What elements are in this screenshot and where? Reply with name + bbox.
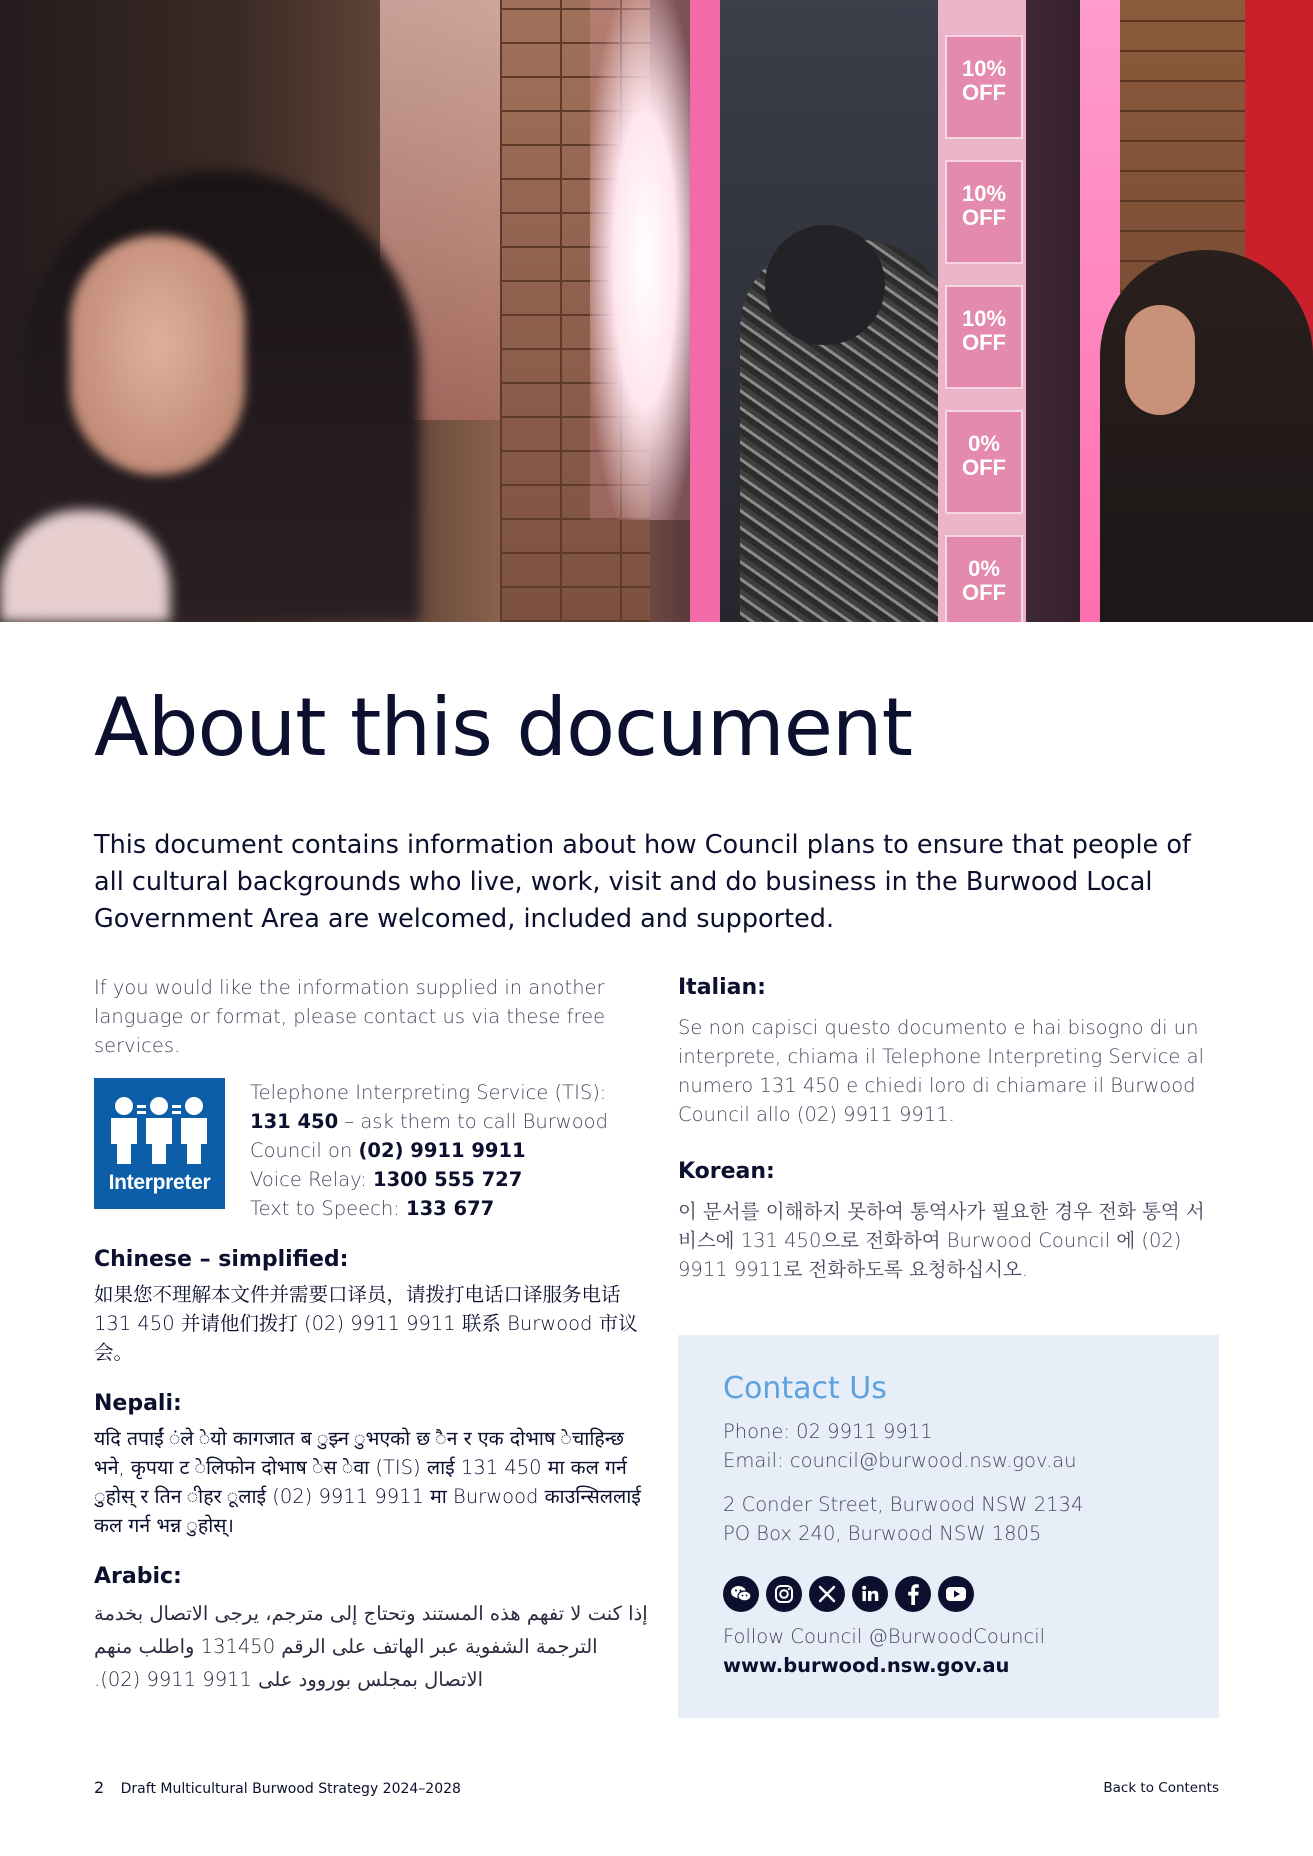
language-body: 如果您不理解本文件并需要口译员，请拨打电话口译服务电话 131 450 并请他们拨打 (02) 9911 9911 联系 Burwood 市议会。 <box>94 1283 638 1364</box>
instagram-icon[interactable] <box>766 1576 802 1612</box>
text-to-speech-number: 133 677 <box>406 1197 495 1220</box>
intro-paragraph: This document contains information about how Council plans to ensure that people of all cultural backgrounds who live, work, visit and do business in the Burwood Local Government Area are welcomed, included and supported. <box>94 830 1191 934</box>
council-phone: (02) 9911 9911 <box>358 1139 526 1162</box>
language-heading: Italian: <box>678 975 766 1000</box>
left-column <box>94 973 654 1696</box>
interpreter-service-block <box>94 1078 654 1223</box>
interpreter-people-icon <box>106 1096 213 1166</box>
right-column <box>678 973 1218 1284</box>
contact-street-address: 2 Conder Street, Burwood NSW 2134 <box>723 1493 1084 1516</box>
interpreter-logo-text: Interpreter <box>108 1171 211 1194</box>
linkedin-icon[interactable] <box>852 1576 888 1612</box>
hero-photo: 10% OFF 10% OFF 10% OFF 0% OFF 0% OFF <box>0 0 1313 622</box>
language-chinese <box>94 1245 654 1367</box>
website-link[interactable]: www.burwood.nsw.gov.au <box>723 1654 1010 1677</box>
voice-relay-number: 1300 555 727 <box>373 1168 523 1191</box>
language-body: यदि तपाईं ंले ेयो कागजात ब ुझ्न ुभएको छ ैन र एक दोभाष ेचाहिन्छ भने, कृपया ट ेलिफोन दोभाष ेस ेवा (TIS) लाई 131 450 मा कल गर्न ुहोस् र तिन ीहर ूलाई (02) 9911 9911 मा Burwood काउन्सिललाई कल गर्न भन्न ुहोस्। <box>94 1427 641 1537</box>
language-heading: Arabic: <box>94 1564 182 1589</box>
language-nepali <box>94 1389 654 1540</box>
social-icons <box>723 1576 1175 1612</box>
back-to-contents-link[interactable]: Back to Contents <box>1103 1780 1219 1796</box>
facebook-icon[interactable] <box>895 1576 931 1612</box>
contact-title: Contact Us <box>723 1371 887 1406</box>
follow-council-text: Follow Council @BurwoodCouncil <box>723 1625 1046 1648</box>
footer-doc-info <box>94 1778 461 1797</box>
contact-phone[interactable]: Phone: 02 9911 9911 <box>723 1420 933 1443</box>
language-body: Se non capisci questo documento e hai bisogno di un interprete, chiama il Telephone Interpreting Service al numero 131 450 e chiedi loro di chiamare il Burwood Council allo (02) 9911 9911. <box>678 1016 1204 1126</box>
tis-number: 131 450 <box>250 1110 339 1133</box>
language-italian <box>678 973 1218 1129</box>
document-title: Draft Multicultural Burwood Strategy 2024–2028 <box>120 1781 461 1797</box>
tis-instructions: ask them to call Burwood Council on <box>250 1110 608 1162</box>
interpreter-logo <box>94 1078 225 1209</box>
page-number: 2 <box>94 1778 105 1797</box>
tis-label: Telephone Interpreting Service (TIS): <box>250 1081 607 1104</box>
language-heading: Nepali: <box>94 1391 182 1416</box>
language-services-intro: If you would like the information supplied in another language or format, please contact us via these free services. <box>94 976 606 1057</box>
language-arabic <box>94 1562 654 1696</box>
language-body: إذا كنت لا تفهم هذه المستند وتحتاج إلى مترجم، يرجى الاتصال بخدمة الترجمة الشفوية عبر الهاتف على الرقم 131450 واطلب منهم الاتصال بمجلس بوروود على 9911 9911 (02). <box>94 1602 648 1691</box>
contact-email[interactable]: Email: council@burwood.nsw.gov.au <box>723 1449 1077 1472</box>
wechat-icon[interactable] <box>723 1576 759 1612</box>
youtube-icon[interactable] <box>938 1576 974 1612</box>
x-icon[interactable] <box>809 1576 845 1612</box>
contact-box <box>678 1335 1219 1718</box>
language-heading: Korean: <box>678 1159 775 1184</box>
language-korean <box>678 1157 1218 1284</box>
contact-po-box: PO Box 240, Burwood NSW 1805 <box>723 1522 1042 1545</box>
interpreter-service-details: Telephone Interpreting Service (TIS): 131 450 – ask them to call Burwood Council on (02) 9911 9911 Voice Relay: 1300 555 727 Text to Speech: 133 677 <box>250 1078 654 1223</box>
language-heading: Chinese – simplified: <box>94 1247 349 1272</box>
language-body: 이 문서를 이해하지 못하여 통역사가 필요한 경우 전화 통역 서비스에 131 450으로 전화하여 Burwood Council 에 (02) 9911 9911로 전화하도록 요청하십시오. <box>678 1200 1205 1281</box>
page-title: About this document <box>94 681 912 774</box>
